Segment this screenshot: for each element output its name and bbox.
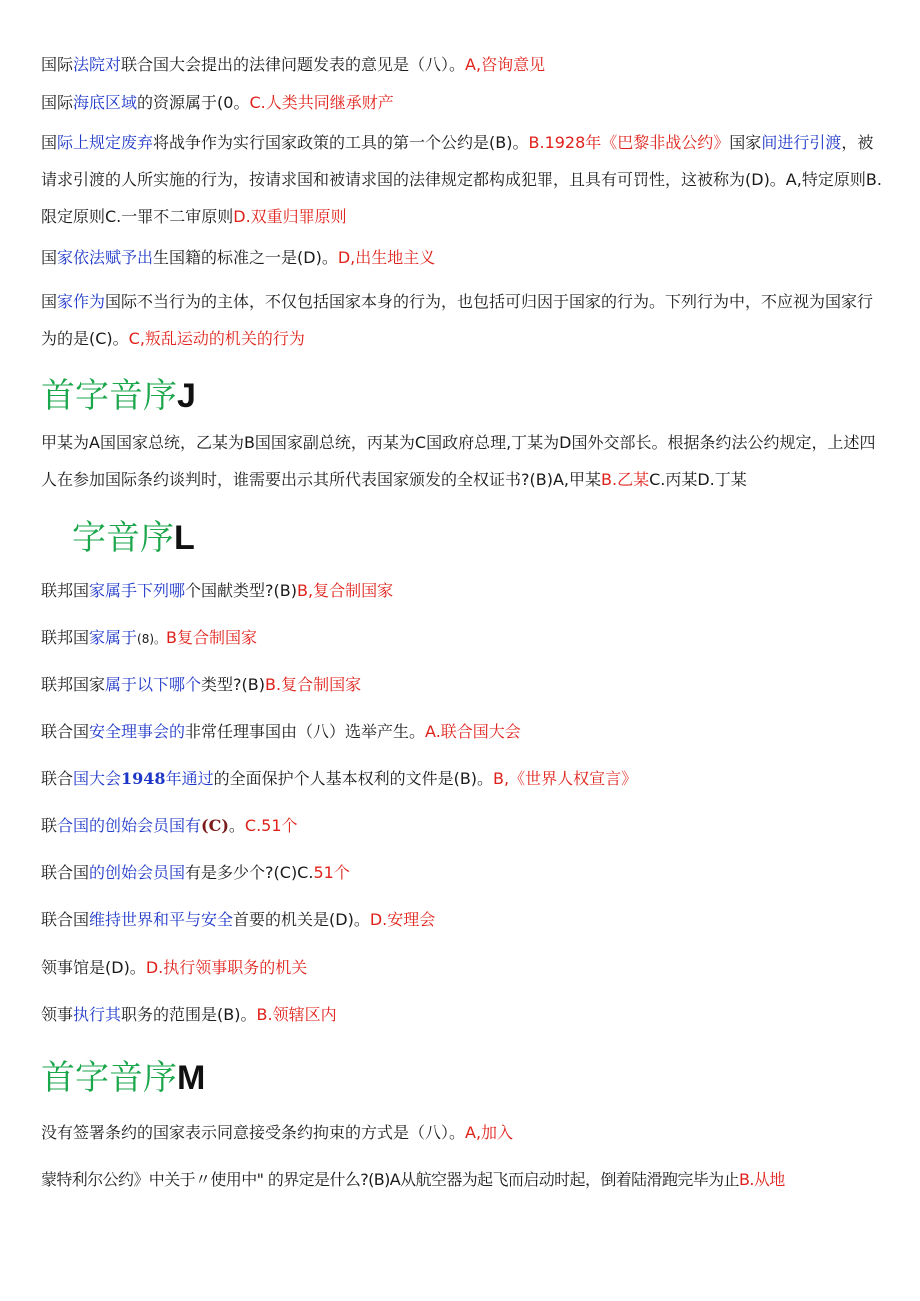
question-text: 领事馆是(D)。 bbox=[41, 958, 146, 977]
heading-text: 首字音序 bbox=[41, 1058, 177, 1098]
answer-text: A.联合国大会 bbox=[425, 722, 521, 741]
question-text: 将战争作为实行国家政策的工具的第一个公约是(B)。 bbox=[153, 133, 529, 152]
heading-text: 首字音序 bbox=[41, 376, 177, 416]
answer-choice: (C) bbox=[201, 816, 229, 835]
highlighted-text: 间进行引渡 bbox=[761, 133, 842, 152]
section-heading-l bbox=[72, 510, 195, 559]
heading-letter: L bbox=[174, 519, 195, 557]
answer-text: D.执行领事职务的机关 bbox=[145, 958, 308, 977]
highlighted-text: 家属于 bbox=[89, 628, 138, 647]
answer-text: B,复合制国家 bbox=[297, 581, 394, 600]
question-text: 有是多少个?(C)C. bbox=[185, 863, 314, 882]
heading-text: 字音序 bbox=[72, 518, 174, 558]
highlighted-text: 属于以下哪个 bbox=[105, 675, 202, 694]
section-heading-j bbox=[41, 368, 196, 417]
question-text: (8)。 bbox=[137, 632, 167, 646]
section-heading-m bbox=[41, 1050, 205, 1099]
highlighted-text: 维持世界和平与安全 bbox=[89, 910, 234, 929]
question-item bbox=[41, 240, 886, 276]
question-text: 国际 bbox=[41, 93, 74, 112]
question-text: 国际不当行为的主体，不仅包括国家本身的行为，也包括可归因于国家的行为。下列行为中，不应视为国家行为的是(C)。 bbox=[41, 292, 874, 348]
question-item bbox=[41, 85, 886, 121]
question-text: 个国献类型?(B) bbox=[185, 581, 297, 600]
highlighted-text: 安全理事会的 bbox=[89, 722, 186, 741]
question-text: 国 bbox=[41, 292, 58, 311]
answer-text: A,加入 bbox=[465, 1123, 514, 1142]
question-item bbox=[41, 573, 886, 609]
highlighted-text: 年通过 bbox=[165, 769, 214, 788]
question-item bbox=[41, 283, 886, 357]
answer-text: D,出生地主义 bbox=[337, 248, 436, 267]
question-text: 蒙特利尔公约》中关于〃使用中" 的界定是什么?(B)A从航空器为起飞而启动时起，倒着陆滑跑完毕为止 bbox=[41, 1170, 739, 1189]
question-text: 。 bbox=[228, 816, 245, 835]
question-text: 国际 bbox=[41, 55, 74, 74]
question-item bbox=[41, 902, 886, 938]
question-text: 联合国 bbox=[41, 910, 90, 929]
answer-text: B.从地 bbox=[738, 1170, 785, 1189]
question-item bbox=[41, 997, 886, 1033]
answer-text: B,《世界人权宣言》 bbox=[493, 769, 638, 788]
question-text: 国家 bbox=[729, 133, 762, 152]
highlighted-text: 家依法赋予出 bbox=[57, 248, 154, 267]
answer-text: B.领辖区内 bbox=[256, 1005, 337, 1024]
answer-text: B复合制国家 bbox=[166, 628, 258, 647]
question-text: 联邦国家 bbox=[41, 675, 106, 694]
question-text: 类型?(B) bbox=[201, 675, 265, 694]
answer-text: B.乙某 bbox=[601, 470, 650, 489]
highlighted-text: 际上规定废弃 bbox=[57, 133, 154, 152]
highlighted-text: 海底区域 bbox=[73, 93, 138, 112]
highlighted-text: 合国的创始会员国有 bbox=[57, 816, 202, 835]
question-item bbox=[41, 714, 886, 750]
answer-text: B.1928年《巴黎非战公约》 bbox=[528, 133, 730, 152]
question-text: 生国籍的标准之一是(D)。 bbox=[153, 248, 338, 267]
question-item bbox=[41, 1115, 886, 1151]
question-text: 联邦国 bbox=[41, 581, 90, 600]
answer-text: A,咨询意见 bbox=[465, 55, 546, 74]
answer-text: C.人类共同继承财产 bbox=[249, 93, 394, 112]
question-item bbox=[41, 424, 886, 498]
question-text: 领事 bbox=[41, 1005, 74, 1024]
question-text: C.丙某D.丁某 bbox=[649, 470, 747, 489]
question-item bbox=[41, 1162, 901, 1198]
answer-text: C.51个 bbox=[244, 816, 298, 835]
question-item bbox=[41, 667, 886, 703]
question-text: 联合国 bbox=[41, 863, 90, 882]
question-text: 非常任理事国由（八）选举产生。 bbox=[185, 722, 426, 741]
heading-letter: M bbox=[177, 1059, 206, 1097]
question-item bbox=[41, 620, 886, 657]
question-text: 甲某为A国国家总统，乙某为B国国家副总统，丙某为C国政府总理,丁某为D国外交部长。根据条约法公约规定，上述四人在参加国际条约谈判时，谁需要出示其所代表国家颁发的全权证书?(B)A,甲某 bbox=[41, 433, 876, 489]
question-text: 没有签署条约的国家表示同意接受条约拘束的方式是（八）。 bbox=[41, 1123, 466, 1142]
question-text: 的全面保护个人基本权利的文件是(B)。 bbox=[213, 769, 494, 788]
question-text: 国 bbox=[41, 133, 58, 152]
heading-letter: J bbox=[177, 377, 196, 415]
highlighted-text: 家作为 bbox=[57, 292, 106, 311]
highlighted-text: 法院对 bbox=[73, 55, 122, 74]
question-text: 联合国大会提出的法律问题发表的意见是（八）。 bbox=[121, 55, 466, 74]
answer-text: C,叛乱运动的机关的行为 bbox=[128, 329, 305, 348]
question-item bbox=[41, 855, 886, 891]
question-item bbox=[41, 950, 886, 986]
answer-text: D.双重归罪原则 bbox=[233, 207, 347, 226]
question-text: ，被请求引渡的人所实施的行为，按请求国和被请求国的法律规定都构成犯罪，且具有可罚性，这被称为(D)。A,特定原则B.限定原则C.一罪不二审原则 bbox=[41, 133, 882, 226]
highlighted-text: 家属手下列哪 bbox=[89, 581, 186, 600]
answer-text: D.安理会 bbox=[369, 910, 436, 929]
highlighted-year: 1948 bbox=[121, 769, 166, 788]
answer-text: B.复合制国家 bbox=[265, 675, 362, 694]
question-text: 职务的范围是(B)。 bbox=[121, 1005, 257, 1024]
question-text: 联邦国 bbox=[41, 628, 90, 647]
question-text: 联 bbox=[41, 816, 58, 835]
question-text: 联合 bbox=[41, 769, 74, 788]
highlighted-text: 的创始会员国 bbox=[89, 863, 186, 882]
question-item bbox=[41, 761, 886, 797]
question-text: 联合国 bbox=[41, 722, 90, 741]
question-text: 的资源属于(0。 bbox=[137, 93, 250, 112]
highlighted-text: 国大会 bbox=[73, 769, 122, 788]
question-item bbox=[41, 47, 886, 83]
highlighted-text: 执行其 bbox=[73, 1005, 122, 1024]
answer-text: 51个 bbox=[313, 863, 350, 882]
question-item bbox=[41, 808, 886, 844]
question-item bbox=[41, 124, 886, 235]
question-text: 国 bbox=[41, 248, 58, 267]
question-text: 首要的机关是(D)。 bbox=[233, 910, 370, 929]
